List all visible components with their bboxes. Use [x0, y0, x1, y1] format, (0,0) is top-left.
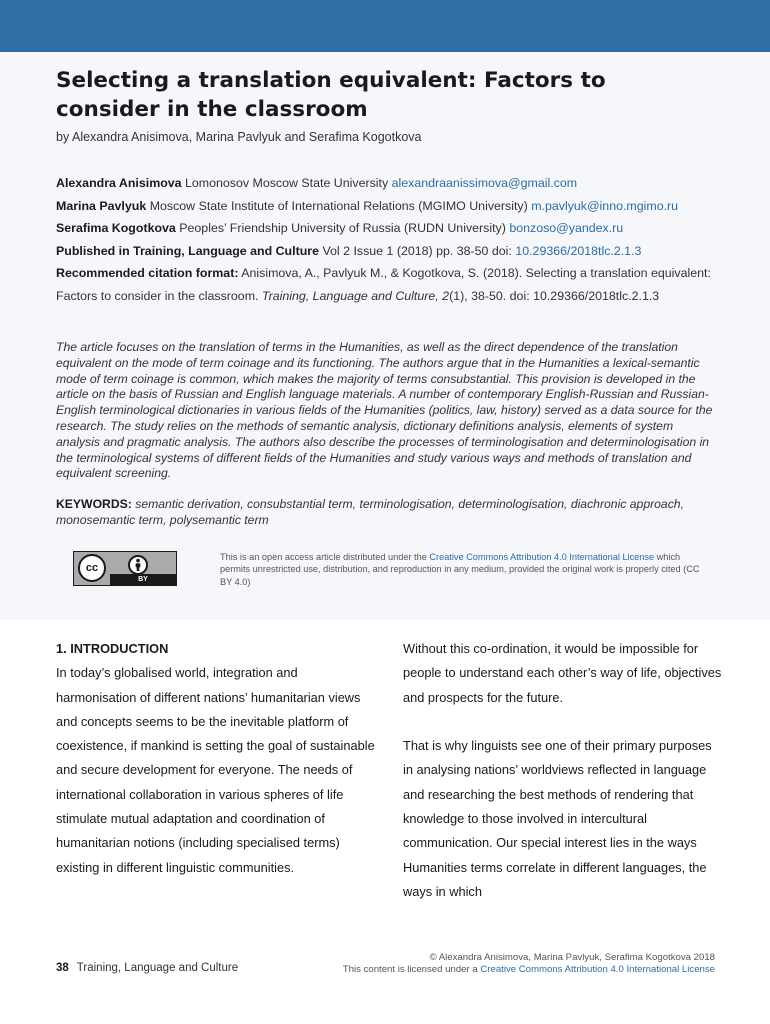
- journal-banner: [0, 0, 770, 52]
- doi-link[interactable]: 10.29366/2018tlc.2.1.3: [515, 243, 642, 258]
- body-paragraph: That is why linguists see one of their primary purposes in analysing nations’ worldviews reflected in language and researching the best methods of rendering that knowledge to those involved in intercultural communication. Our special interest lies in the ways Humanities terms correlate in different languages, the ways in which: [403, 738, 712, 899]
- author-row: [56, 172, 716, 195]
- page-number: 38: [56, 962, 69, 974]
- author-affiliation: Lomonosov Moscow State University: [185, 176, 389, 190]
- license-text-end: which permits unrestricted use, distribution, and reproduction in any medium, provided the original work is properly cited (CC BY 4.0): [220, 552, 700, 587]
- page-footer-left: [56, 962, 238, 974]
- citation-row: [56, 262, 716, 307]
- body-paragraph: Without this co-ordination, it would be impossible for people to understand each other’s way of life, objectives and prospects for the future.: [403, 641, 722, 705]
- published-row: [56, 240, 716, 263]
- by-label: BY: [110, 574, 176, 585]
- author-name: Marina Pavlyuk: [56, 198, 147, 213]
- author-email-link[interactable]: m.pavlyuk@inno.mgimo.ru: [531, 198, 679, 213]
- article-metadata: [56, 172, 716, 307]
- citation-journal: Training, Language and Culture, 2: [261, 288, 450, 303]
- author-name: Serafima Kogotkova: [56, 221, 176, 235]
- citation-label: Recommended citation format:: [56, 266, 239, 280]
- byline: by Alexandra Anisimova, Marina Pavlyuk and Serafima Kogotkova: [56, 130, 422, 144]
- author-email-link[interactable]: alexandraanissimova@gmail.com: [391, 176, 578, 190]
- section-heading: 1. INTRODUCTION: [56, 641, 169, 656]
- page-footer-right: [343, 952, 715, 977]
- body-column-right: [403, 637, 723, 904]
- published-label: Published in Training, Language and Culture: [56, 243, 319, 258]
- author-affiliation: Moscow State Institute of International Relations (MGIMO University): [149, 198, 528, 213]
- citation-text-end: (1), 38-50. doi: 10.29366/2018tlc.2.1.3: [449, 288, 660, 303]
- keywords-label: KEYWORDS:: [56, 497, 132, 511]
- body-column-left: [56, 637, 376, 880]
- author-email-link[interactable]: bonzoso@yandex.ru: [509, 221, 624, 235]
- journal-name: Training, Language and Culture: [76, 962, 239, 974]
- license-notice: [220, 551, 710, 588]
- copyright: © Alexandra Anisimova, Marina Pavlyuk, Serafima Kogotkova 2018: [429, 952, 715, 963]
- cc-by-license-badge[interactable]: [73, 551, 177, 586]
- author-name: Alexandra Anisimova: [56, 176, 182, 190]
- author-row: [56, 195, 716, 218]
- license-prefix: This content is licensed under a: [342, 964, 478, 976]
- footer-license-link[interactable]: Creative Commons Attribution 4.0 International License: [480, 964, 715, 976]
- published-text: Vol 2 Issue 1 (2018) pp. 38-50 doi:: [322, 243, 512, 258]
- license-text: This is an open access article distributed under the: [220, 552, 427, 562]
- citation-text: Anisimova, A., Pavlyuk M., & Kogotkova, S. (2018). Selecting a translation equivalent: Factors to consider in the classroom.: [56, 266, 711, 303]
- license-link[interactable]: Creative Commons Attribution 4.0 International License: [429, 552, 655, 562]
- attribution-person-icon: [128, 555, 148, 575]
- cc-icon: cc: [78, 554, 106, 582]
- author-affiliation: Peoples’ Friendship University of Russia (RUDN University): [179, 221, 506, 235]
- keywords-list: semantic derivation, consubstantial term, terminologisation, determinologisation, diachronic approach, monosemantic term, polysemantic term: [56, 497, 684, 527]
- abstract: The article focuses on the translation of terms in the Humanities, as well as the direct dependence of the translation equivalent on the mode of term coinage and its functioning. The authors argue that in the Humanities a lexical-semantic mode of term coinage is common, which makes the majority of terms consubstantial. This provision is developed in the article on the basis of Russian and English language materials. A number of contemporary English-Russian and Russian-English terminological dictionaries in various fields of the Humanities (politics, law, history) served as a data source for the research. The study relies on the methods of semantic analysis, dictionary definitions analysis, elements of system analysis and pragmatic analysis. The authors also describe the processes of terminologisation and determinologisation in the terminological systems of different fields of the Humanities and study various ways and methods of translation and equivalent screening.: [56, 340, 713, 481]
- license-line: [343, 964, 715, 976]
- body-paragraph: In today’s globalised world, integration and harmonisation of different nations’ humanitarian views and concepts seems to be the inevitable platform of coexistence, if mankind is setting the goal of sustainable and secure development for everyone. The needs of international collaboration in various spheres of life stimulate mutual adaptation and coordination of humanitarian notions (including specialised terms) existing in different linguistic communities.: [56, 665, 375, 875]
- article-title: Selecting a translation equivalent: Factors to consider in the classroom: [56, 68, 606, 122]
- author-row: [56, 217, 716, 240]
- keywords: [56, 497, 716, 529]
